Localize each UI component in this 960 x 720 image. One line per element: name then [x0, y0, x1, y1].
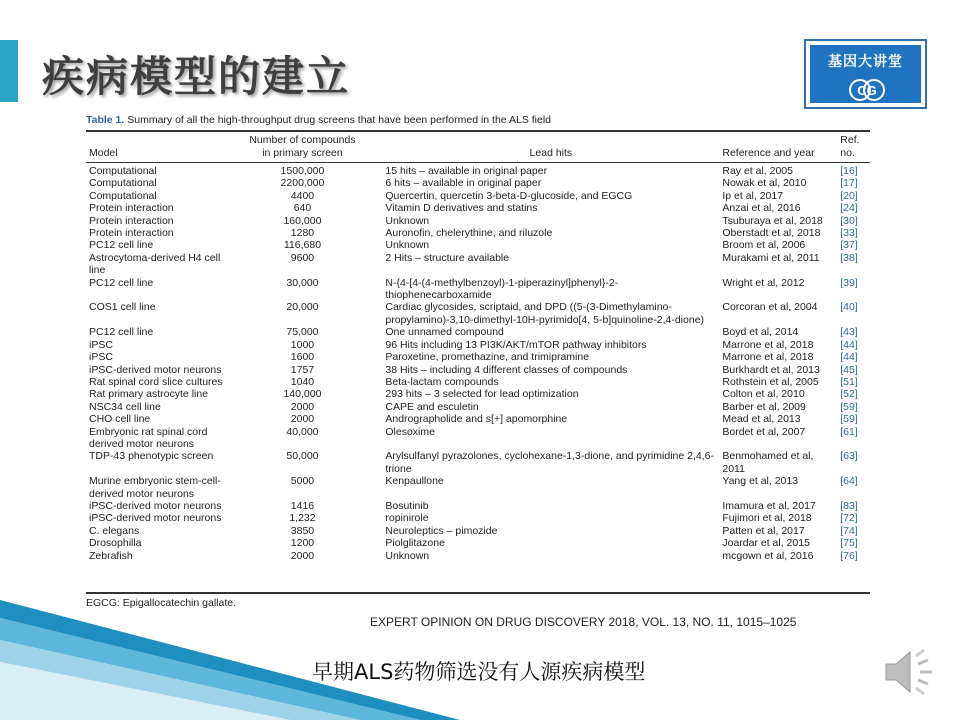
table-row	[86, 500, 870, 512]
cell-reference: Ray et al, 2005	[722, 165, 793, 177]
cell-lead-hits: Andrographolide and s[+] apomorphine	[385, 413, 568, 426]
table-body	[86, 162, 870, 562]
cell-model: Murine embryonic stem-cell-derived motor neurons	[89, 475, 221, 500]
cell-refno[interactable]: [33]	[840, 227, 858, 240]
logo-text: 基因大讲堂	[828, 54, 903, 70]
header-reference: Reference and year	[722, 146, 815, 159]
cell-compounds: 2000	[290, 549, 315, 562]
cell-lead-hits: Vitamin D derivatives and statins	[385, 202, 538, 215]
cell-lead-hits: 96 Hits including 13 PI3K/AKT/mTOR pathway inhibitors	[385, 338, 647, 351]
cell-refno[interactable]: [83]	[840, 499, 858, 512]
cell-compounds: 1,232	[289, 512, 316, 525]
cell-refno[interactable]: [20]	[840, 189, 858, 202]
cell-compounds: 1000	[290, 338, 315, 351]
cell-reference: Fujimori et al, 2018	[722, 512, 812, 525]
table-row	[86, 215, 870, 227]
cell-model: PC12 cell line	[89, 239, 154, 252]
cell-compounds: 1040	[290, 375, 315, 388]
table-row	[86, 162, 870, 177]
header-compounds	[232, 131, 374, 162]
cell-compounds: 5000	[290, 475, 315, 488]
cell-lead-hits: 293 hits – 3 selected for lead optimization	[385, 388, 579, 401]
table-row	[86, 426, 870, 451]
cell-reference: Marrone et al, 2018	[722, 351, 814, 364]
table-row	[86, 376, 870, 388]
table-row	[86, 301, 870, 326]
cell-model: Computational	[89, 189, 157, 202]
cell-compounds: 140,000	[283, 388, 322, 401]
logo	[804, 39, 927, 109]
table-row	[86, 512, 870, 524]
cell-reference: Imamura et al, 2017	[722, 499, 816, 512]
hts-table	[86, 131, 870, 562]
cell-lead-hits: Piolglitazone	[385, 537, 445, 550]
cell-compounds: 1416	[290, 499, 315, 512]
cell-refno[interactable]: [74]	[840, 524, 858, 537]
header-lead-hits: Lead hits	[529, 146, 573, 159]
cell-compounds: 2000	[290, 413, 315, 426]
cell-lead-hits: Bosutinib	[385, 499, 429, 512]
cell-lead-hits: 6 hits – available in original paper	[385, 177, 542, 190]
bottom-caption: 早期ALS药物筛选没有人源疾病模型	[312, 660, 646, 684]
cell-compounds: 1200	[290, 537, 315, 550]
table-row	[86, 202, 870, 214]
title-accent-bar	[0, 40, 18, 102]
table-header-row	[86, 131, 870, 162]
cell-lead-hits: CAPE and esculetin	[385, 400, 479, 413]
logo-mark-icon	[846, 75, 890, 105]
cell-model: PC12 cell line	[89, 276, 154, 289]
logo-panel	[810, 45, 921, 103]
header-compounds-line2: in primary screen	[262, 146, 343, 159]
cell-lead-hits: Olesoxime	[385, 425, 435, 438]
cell-lead-hits: Auronofin, chelerythine, and riluzole	[385, 227, 553, 240]
cell-compounds: 30,000	[286, 276, 319, 289]
cell-model: Rat spinal cord slice cultures	[89, 375, 223, 388]
cell-refno[interactable]: [38]	[840, 251, 858, 264]
cell-refno[interactable]: [30]	[840, 214, 858, 227]
slide-title: 疾病模型的建立	[42, 52, 351, 101]
cell-model: Computational	[89, 177, 157, 190]
table-row	[86, 326, 870, 338]
cell-compounds: 2200,000	[280, 177, 325, 190]
cell-model: NSC34 cell line	[89, 400, 161, 413]
table-row	[86, 475, 870, 500]
cell-compounds: 1500,000	[280, 165, 325, 177]
cell-model: Zebrafish	[89, 549, 133, 562]
cell-compounds: 50,000	[286, 450, 319, 463]
cell-model: iPSC-derived motor neurons	[89, 512, 222, 525]
cell-refno[interactable]: [45]	[840, 363, 858, 376]
cell-refno[interactable]: [59]	[840, 400, 858, 413]
cell-lead-hits: 38 Hits – including 4 different classes of compounds	[385, 363, 628, 376]
cell-reference: Broom et al, 2006	[722, 239, 806, 252]
table-row	[86, 525, 870, 537]
table-row	[86, 364, 870, 376]
cell-refno[interactable]: [17]	[840, 177, 858, 190]
logo-mark-text: CG	[857, 83, 877, 98]
table-row	[86, 177, 870, 189]
citation: EXPERT OPINION ON DRUG DISCOVERY 2018, VOL. 13, NO. 11, 1015–1025	[370, 615, 797, 629]
cell-compounds: 2000	[290, 400, 315, 413]
cell-model: Protein interaction	[89, 202, 174, 215]
cell-compounds: 9600	[290, 251, 315, 264]
table-caption-text: Summary of all the high-throughput drug screens that have been performed in the ALS field	[124, 114, 551, 126]
cell-compounds: 40,000	[286, 425, 319, 438]
decorative-swoosh	[0, 600, 460, 720]
cell-model: iPSC-derived motor neurons	[89, 499, 222, 512]
cell-lead-hits: Quercertin, quercetin 3-beta-D-glucoside, and EGCG	[385, 189, 633, 202]
cell-refno[interactable]: [44]	[840, 338, 858, 351]
cell-refno[interactable]: [75]	[840, 537, 858, 550]
header-refno	[837, 131, 870, 162]
table-row	[86, 190, 870, 202]
cell-reference: Rothstein et al, 2005	[722, 375, 819, 388]
cell-refno[interactable]: [59]	[840, 413, 858, 426]
cell-compounds: 1280	[290, 227, 315, 240]
cell-reference: Boyd et al, 2014	[722, 326, 799, 339]
cell-compounds: 1757	[290, 363, 315, 376]
cell-lead-hits: Unknown	[385, 549, 430, 562]
cell-refno[interactable]: [39]	[840, 276, 858, 289]
cell-lead-hits: Beta-lactam compounds	[385, 375, 499, 388]
table-row	[86, 450, 870, 475]
cell-lead-hits: Unknown	[385, 214, 430, 227]
cell-reference: Colton et al, 2010	[722, 388, 805, 401]
cell-model: Rat primary astrocyte line	[89, 388, 209, 401]
cell-model: iPSC	[89, 338, 113, 351]
table-row	[86, 339, 870, 351]
cell-model: TDP-43 phenotypic screen	[89, 450, 214, 463]
cell-reference: Barber et al, 2009	[722, 400, 806, 413]
header-refno-line2: no.	[840, 146, 855, 159]
cell-reference: Patten et al, 2017	[722, 524, 805, 537]
table-footnote: EGCG: Epigallocatechin gallate.	[86, 597, 236, 609]
cell-model: Astrocytoma-derived H4 cell line	[89, 251, 221, 277]
cell-compounds: 1600	[290, 351, 315, 364]
cell-refno[interactable]: [40]	[840, 301, 858, 314]
table-row	[86, 413, 870, 425]
cell-compounds: 3850	[290, 524, 315, 537]
cell-lead-hits: Neuroleptics – pimozide	[385, 524, 498, 537]
cell-reference: Wright et al, 2012	[722, 276, 805, 289]
cell-model: PC12 cell line	[89, 326, 154, 339]
cell-reference: Benmohamed et al, 2011	[722, 450, 814, 475]
cell-reference: Mead et al, 2013	[722, 413, 801, 426]
cell-compounds: 75,000	[286, 326, 319, 339]
table-row	[86, 537, 870, 549]
table-bottom-rule	[86, 592, 870, 594]
cell-lead-hits: One unnamed compound	[385, 326, 504, 339]
cell-reference: Marrone et al, 2018	[722, 338, 814, 351]
cell-compounds: 20,000	[286, 301, 319, 314]
cell-refno[interactable]: [63]	[840, 450, 858, 463]
cell-compounds: 640	[293, 202, 312, 215]
header-model: Model	[89, 146, 118, 159]
cell-model: iPSC	[89, 351, 113, 364]
table-row	[86, 550, 870, 562]
cell-model: iPSC-derived motor neurons	[89, 363, 222, 376]
cell-lead-hits: Unknown	[385, 239, 430, 252]
cell-model: Embryonic rat spinal cord derived motor neurons	[89, 425, 208, 450]
cell-refno[interactable]: [76]	[840, 549, 858, 562]
cell-refno[interactable]: [43]	[840, 326, 858, 339]
cell-model: C. elegans	[89, 524, 140, 537]
cell-reference: Corcoran et al, 2004	[722, 301, 818, 314]
cell-model: Computational	[89, 165, 157, 177]
table-row	[86, 227, 870, 239]
cell-refno[interactable]: [51]	[840, 375, 858, 388]
cell-model: CHO cell line	[89, 413, 151, 426]
cell-lead-hits: Arylsulfanyl pyrazolones, cyclohexane-1,3-dione, and pyrimidine 2,4,6-trione	[385, 450, 714, 475]
cell-reference: Murakami et al, 2011	[722, 251, 820, 264]
cell-model: Drosophilla	[89, 537, 142, 550]
cell-reference: Nowak et al, 2010	[722, 177, 807, 190]
header-compounds-line1: Number of compounds	[249, 134, 356, 147]
cell-reference: mcgown et al, 2016	[722, 549, 814, 562]
header-refno-line1: Ref.	[840, 134, 860, 147]
cell-refno[interactable]: [44]	[840, 351, 858, 364]
cell-lead-hits: ropinirole	[385, 512, 429, 525]
cell-refno[interactable]: [61]	[840, 425, 858, 438]
cell-refno[interactable]: [16]	[840, 165, 858, 177]
table-row	[86, 388, 870, 400]
cell-model: COS1 cell line	[89, 301, 156, 314]
cell-reference: Tsuburaya et al, 2018	[722, 214, 823, 227]
cell-compounds: 116,680	[283, 239, 322, 252]
table-row	[86, 351, 870, 363]
cell-lead-hits: N-{4-[4-(4-methylbenzoyl)-1-piperazinyl]phenyl}-2-thiophenecarboxamide	[385, 276, 619, 302]
cell-lead-hits: Cardiac glycosides, scriptaid, and DPD ((5-(3-Dimethylamino-propylamino)-3,10-dimethyl-10H-pyrimido[4, 5-b]quinoline-2,4-dione)	[385, 301, 705, 326]
cell-reference: Burkhardt et al, 2013	[722, 363, 820, 376]
cell-refno[interactable]: [24]	[840, 202, 858, 215]
cell-compounds: 160,000	[283, 214, 322, 227]
cell-lead-hits: 15 hits – available in original paper	[385, 165, 548, 177]
cell-model: Protein interaction	[89, 214, 174, 227]
table-row	[86, 252, 870, 277]
cell-refno[interactable]: [37]	[840, 239, 858, 252]
cell-refno[interactable]: [72]	[840, 512, 858, 525]
table-row	[86, 401, 870, 413]
cell-refno[interactable]: [52]	[840, 388, 858, 401]
cell-reference: Anzai et al, 2016	[722, 202, 801, 215]
cell-lead-hits: Paroxetine, promethazine, and trimipramine	[385, 351, 590, 364]
cell-lead-hits: 2 Hits – structure available	[385, 251, 510, 264]
cell-reference: Oberstadt et al, 2018	[722, 227, 821, 240]
cell-reference: Bordet et al, 2007	[722, 425, 806, 438]
speaker-icon[interactable]	[880, 642, 942, 702]
cell-lead-hits: Kenpaullone	[385, 475, 444, 488]
cell-reference: Ip et al, 2017	[722, 189, 784, 202]
cell-reference: Joardar et al, 2015	[722, 537, 810, 550]
cell-compounds: 4400	[290, 189, 315, 202]
table-caption	[86, 114, 551, 126]
cell-refno[interactable]: [64]	[840, 475, 858, 488]
cell-reference: Yang et al, 2013	[722, 475, 799, 488]
table-label: Table 1.	[86, 114, 125, 126]
table-row	[86, 277, 870, 302]
table-row	[86, 239, 870, 251]
cell-model: Protein interaction	[89, 227, 174, 240]
